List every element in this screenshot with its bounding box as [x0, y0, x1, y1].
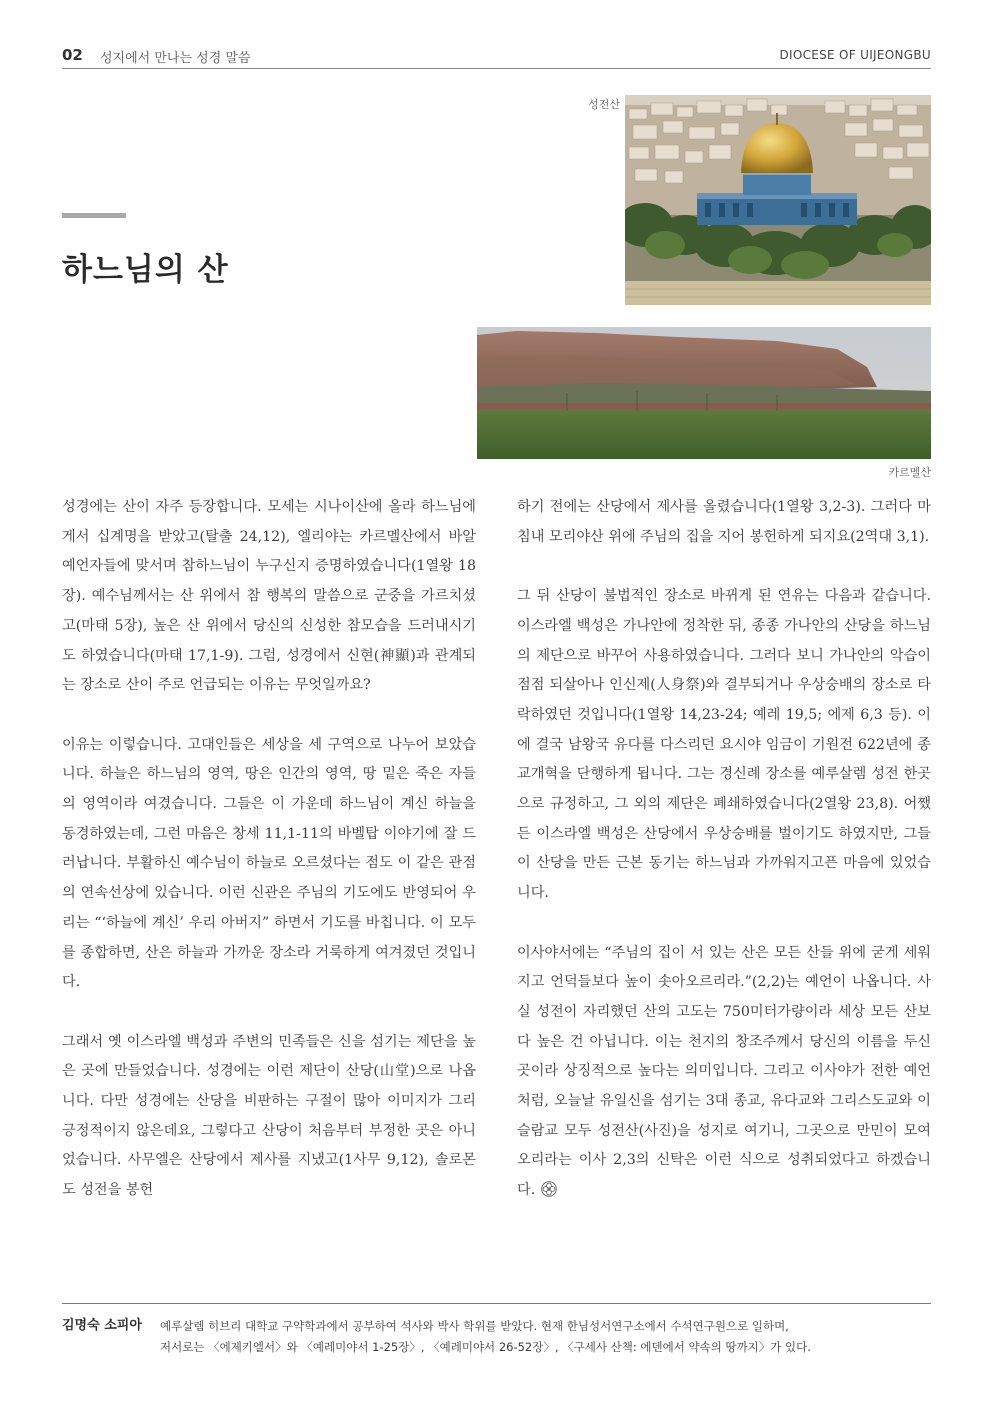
- author-bio-line: 저서로는 〈에제키엘서〉와 〈예레미야서 1-25장〉, 〈예레미야서 26-52장〉, 〈구세사 산책: 에덴에서 약속의 땅까지〉가 있다.: [160, 1340, 811, 1354]
- header-divider: [62, 68, 931, 69]
- author-name: 김명숙 소피아: [62, 1318, 142, 1333]
- body-left-column: [62, 493, 476, 1236]
- body-paragraph: 그 뒤 산당이 불법적인 장소로 바뀌게 된 연유는 다음과 같습니다. 이스라엘 백성은 가나안에 정착한 뒤, 종종 가나안의 산당을 하느님의 제단으로 바꾸어 사용하였습니다. 그러다 보니 가나안의 악습이 점점 되살아나 인신제(人身祭)와 결부되거나 우상숭배의 장소로 타락하였던 것입니다(1열왕 14,23-24; 예레 19,5; 에제 6,3 등). 이에 결국 남왕국 유다를 다스리던 요시야 임금이 기원전 622년에 종교개혁을 단행하게 됩니다. 그는 경신례 장소를 예루살렘 성전 한곳으로 규정하고, 그 외의 제단은 폐쇄하였습니다(2열왕 23,8). 어쨌든 이스라엘 백성은 산당에서 우상숭배를 벌이기도 하였지만, 그들이 산당을 만든 근본 동기는 하느님과 가까워지고픈 마음에 있었습니다.: [517, 588, 931, 902]
- photo-caption-temple-mount: 성전산: [588, 98, 620, 111]
- body-right-column: [517, 493, 931, 1236]
- footer-divider: [62, 1303, 931, 1304]
- body-paragraph-text: 이사야서에는 “주님의 집이 서 있는 산은 모든 산들 위에 굳게 세워지고 언덕들보다 높이 솟아오르리라.”(2,2)는 예언이 나옵니다. 사실 성전이 자리했던 산의 고도는 750미터가량이라 세상 모든 산보다 높은 건 아닙니다. 이는 천지의 창조주께서 당신의 이름을 두신 곳이라 상징적으로 높다는 의미입니다. 그리고 이사야가 전한 예언처럼, 오늘날 유일신을 섬기는 3대 종교, 유다교와 그리스도교와 이슬람교 모두 성전산(사진)을 성지로 여기니, 그곳으로 만민이 모여오리라는 이사 2,3의 신탁은 이런 식으로 성취되었다고 하겠습니다.: [517, 944, 931, 1199]
- body-paragraph-last: [517, 939, 931, 1206]
- temple-mount-photo: [625, 95, 931, 305]
- article-title: 하느님의 산: [62, 252, 229, 288]
- body-paragraph: 이유는 이렇습니다. 고대인들은 세상을 세 구역으로 나누어 보았습니다. 하늘은 하느님의 영역, 땅은 인간의 영역, 땅 밑은 죽은 자들의 영역이라 여겼습니다. 그들은 이 가운데 하느님이 계신 하늘을 동경하였는데, 그런 마음은 창세 11,1-11의 바벨탑 이야기에 잘 드러납니다. 부활하신 예수님이 하늘로 오르셨다는 점도 이 같은 관점의 연속선상에 있습니다. 이런 신관은 주님의 기도에도 반영되어 우리는 “‘하늘에 계신’ 우리 아버지” 하면서 기도를 바칩니다. 이 모두를 종합하면, 산은 하늘과 가까운 장소라 거룩하게 여겨졌던 것입니다.: [62, 736, 476, 991]
- mount-carmel-photo: [477, 327, 931, 459]
- body-paragraph: 하기 전에는 산당에서 제사를 올렸습니다(1열왕 3,2-3). 그러다 마침내 모리야산 위에 주님의 집을 지어 봉헌하게 되지요(2역대 3,1).: [517, 499, 931, 545]
- author-bio: [160, 1316, 900, 1358]
- rosette-icon: [541, 1179, 557, 1195]
- author-bio-line: 예루살렘 히브리 대학교 구약학과에서 공부하여 석사와 박사 학위를 받았다. 현재 한님성서연구소에서 수석연구원으로 일하며,: [160, 1319, 789, 1333]
- title-accent-bar: [62, 213, 126, 218]
- page-header: [62, 44, 931, 68]
- publisher-name: DIOCESE OF UIJEONGBU: [779, 48, 931, 62]
- section-title: 성지에서 만나는 성경 말씀: [100, 51, 251, 66]
- body-paragraph: 성경에는 산이 자주 등장합니다. 모세는 시나이산에 올라 하느님에게서 십계명을 받았고(탈출 24,12), 엘리야는 카르멜산에서 바알 예언자들에 맞서며 참하느님이 누구신지 증명하였습니다(1열왕 18장). 예수님께서는 산 위에서 참 행복의 말씀으로 군중을 가르치셨고(마태 5장), 높은 산 위에서 당신의 신성한 참모습을 드러내시기도 하였습니다(마태 17,1-9). 그럼, 성경에서 신현(神顯)과 관계되는 장소로 산이 주로 언급되는 이유는 무엇일까요?: [62, 499, 476, 694]
- page-number: 02: [62, 46, 83, 64]
- body-paragraph: 그래서 옛 이스라엘 백성과 주변의 민족들은 신을 섬기는 제단을 높은 곳에 만들었습니다. 성경에는 이런 제단이 산당(山堂)으로 나옵니다. 다만 성경에는 산당을 비판하는 구절이 많아 이미지가 그리 긍정적이지 않은데요, 그렇다고 산당이 처음부터 부정한 곳은 아니었습니다. 사무엘은 산당에서 제사를 지냈고(1사무 9,12), 솔로몬도 성전을 봉헌: [62, 1033, 476, 1199]
- photo-caption-mount-carmel: 카르멜산: [888, 466, 931, 479]
